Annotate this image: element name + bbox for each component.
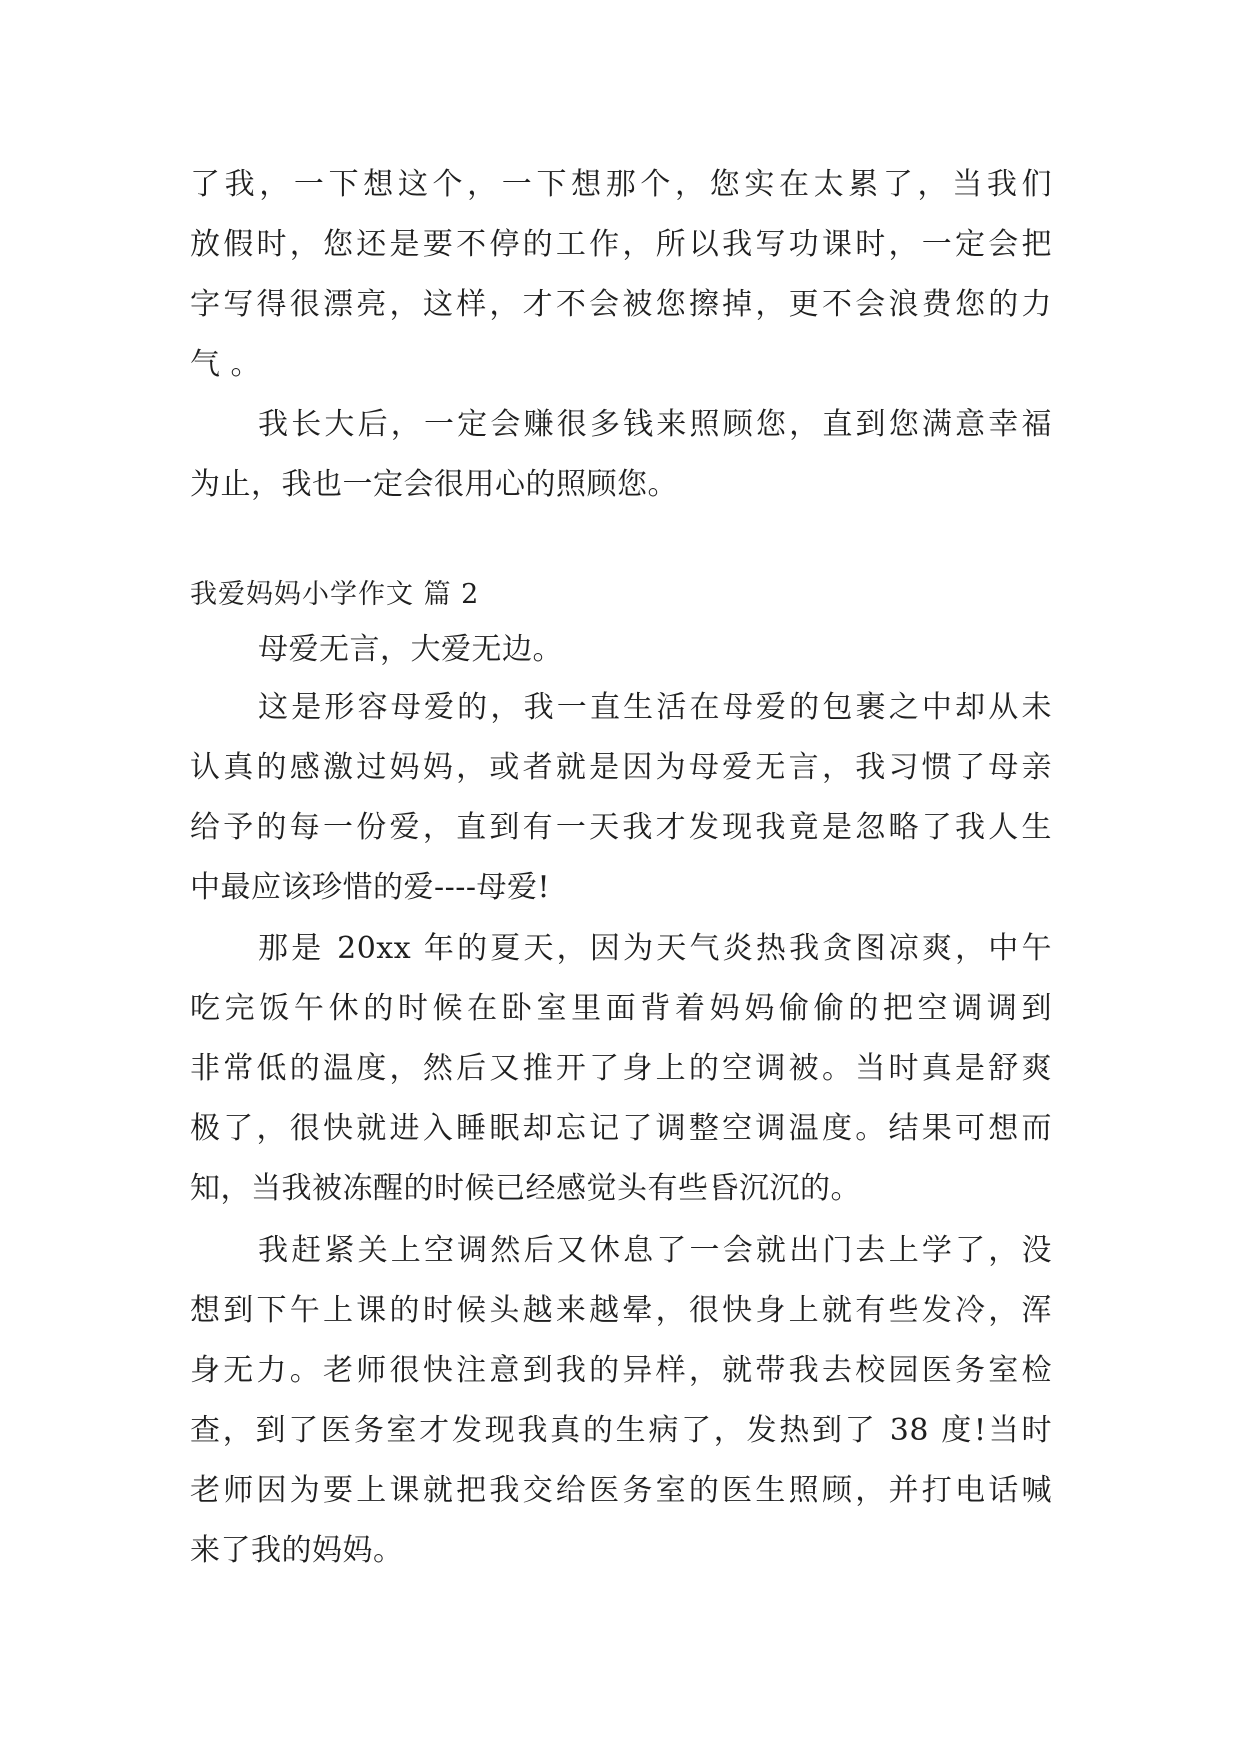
section-heading: 我爱妈妈小学作文 篇 2 (190, 579, 480, 610)
text-line: 极了，很快就进入睡眠却忘记了调整空调温度。结果可想而 (190, 1111, 1052, 1146)
text-line: 老师因为要上课就把我交给医务室的医生照顾，并打电话喊 (190, 1473, 1052, 1508)
text-line: 想到下午上课的时候头越来越晕，很快身上就有些发冷，浑 (190, 1293, 1052, 1328)
text-line: 非常低的温度，然后又推开了身上的空调被。当时真是舒爽 (190, 1051, 1052, 1086)
text-line: 我赶紧关上空调然后又休息了一会就出门去上学了，没 (258, 1233, 1052, 1268)
text-line: 母爱无言，大爱无边。 (258, 632, 563, 667)
text-line: 知，当我被冻醒的时候已经感觉头有些昏沉沉的。 (190, 1171, 861, 1206)
text-line: 字写得很漂亮，这样，才不会被您擦掉，更不会浪费您的力 (190, 287, 1052, 322)
text-line: 气 。 (190, 347, 262, 382)
text-line: 那是 20xx 年的夏天，因为天气炎热我贪图凉爽，中午 (258, 931, 1052, 966)
text-line: 查，到了医务室才发现我真的生病了，发热到了 38 度!当时 (190, 1413, 1052, 1448)
text-line: 身无力。老师很快注意到我的异样，就带我去校园医务室检 (190, 1353, 1052, 1388)
text-line: 了我，一下想这个，一下想那个，您实在太累了，当我们 (190, 167, 1052, 202)
text-line: 这是形容母爱的，我一直生活在母爱的包裹之中却从未 (258, 690, 1052, 725)
text-line: 认真的感激过妈妈，或者就是因为母爱无言，我习惯了母亲 (190, 750, 1052, 785)
text-line: 吃完饭午休的时候在卧室里面背着妈妈偷偷的把空调调到 (190, 991, 1052, 1026)
text-line: 给予的每一份爱，直到有一天我才发现我竟是忽略了我人生 (190, 810, 1052, 845)
text-line: 放假时，您还是要不停的工作，所以我写功课时，一定会把 (190, 227, 1052, 262)
text-line: 中最应该珍惜的爱----母爱! (190, 870, 551, 905)
text-line: 为止，我也一定会很用心的照顾您。 (190, 467, 678, 502)
text-line: 我长大后，一定会赚很多钱来照顾您，直到您满意幸福 (258, 407, 1052, 442)
text-line: 来了我的妈妈。 (190, 1533, 404, 1568)
